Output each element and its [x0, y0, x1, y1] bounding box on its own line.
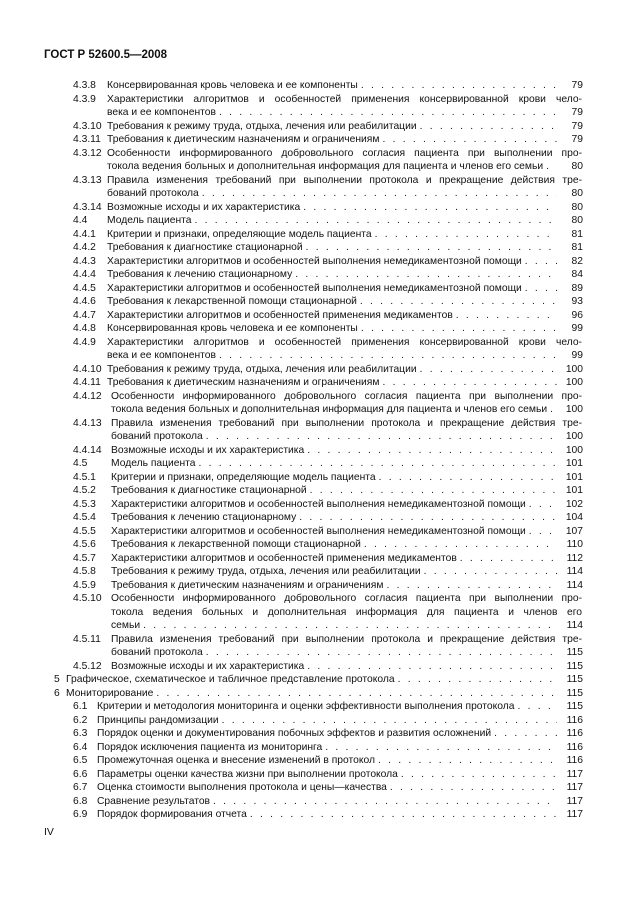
- toc-entry-title-line: Требования к лечению стационарному: [111, 512, 297, 523]
- toc-entry-title-line: Требования к диагностике стационарной: [107, 242, 303, 253]
- dot-leader: [378, 754, 557, 768]
- toc-entry-title-line: Особенности информированного добровольного согласия пациента при выполнении про-: [111, 593, 582, 604]
- toc-entry-page: 80: [571, 215, 583, 226]
- toc-entry-page: 112: [566, 552, 583, 564]
- toc-entry-title-line: Характеристики алгоритмов и особенностей выполнения немедикаментозной помощи: [107, 282, 522, 294]
- toc-entry-page: 114: [566, 579, 583, 591]
- toc-entry[interactable]: [0, 781, 630, 795]
- page-number: IV: [44, 826, 54, 838]
- toc-entry[interactable]: [0, 214, 630, 228]
- toc-entry-title-line: Требования к диетическим назначениям и ограничениям: [107, 134, 380, 145]
- toc-entry[interactable]: [0, 295, 630, 309]
- toc-entry-number: 4.3.11: [73, 134, 101, 145]
- toc-entry-title-line: Правила изменения требований при выполнении протокола и прекращение действия тре-: [111, 633, 582, 645]
- toc-entry-page: 101: [565, 471, 583, 483]
- page-header: ГОСТ Р 52600.5—2008: [44, 49, 168, 61]
- toc-entry-page: 115: [566, 660, 583, 672]
- toc-entry[interactable]: [0, 808, 630, 822]
- toc-entry-number: 4.4.14: [73, 444, 102, 456]
- toc-entry-title-line: Консервированная кровь человека и ее компоненты: [107, 323, 358, 334]
- toc-entry-title-line: века и ее компонентов: [107, 107, 216, 118]
- toc-entry[interactable]: [0, 255, 630, 269]
- toc-entry-number: 6.3: [73, 728, 88, 739]
- toc-entry[interactable]: [0, 498, 630, 512]
- toc-entry-page: 115: [566, 701, 583, 712]
- dot-leader: [456, 309, 557, 323]
- toc-entry-page: 82: [571, 255, 583, 267]
- dot-leader: [310, 484, 557, 498]
- toc-entry-title-line: Параметры оценки качества жизни при выполнении протокола: [97, 768, 398, 780]
- toc-entry-title-line: Принципы рандомизации: [97, 714, 219, 726]
- toc-entry-title-line: Промежуточная оценка и внесение изменений в протокол: [97, 755, 375, 766]
- toc-entry-page: 79: [571, 80, 583, 91]
- toc-entry-number: 6.2: [73, 714, 88, 726]
- toc-entry-title-line: Модель пациента: [107, 215, 192, 226]
- toc-entry-page: 79: [571, 107, 583, 118]
- toc-entry[interactable]: [0, 282, 630, 296]
- toc-entry-number: 6.4: [73, 741, 88, 753]
- toc-entry-number: 4.4.5: [73, 282, 96, 294]
- toc-entry-title-line: Требования к режиму труда, отдыха, лечения или реабилитации: [107, 363, 417, 375]
- toc-entry-number: 4.4.9: [73, 336, 96, 348]
- toc-entry-number: 4.5.2: [73, 485, 96, 496]
- dot-leader: [206, 430, 557, 444]
- toc-entry-number: 6.9: [73, 809, 88, 820]
- toc-entry-title-line: Критерии и методология мониторинга и оценки эффективности выполнения протокола: [97, 701, 515, 712]
- dot-leader: [390, 781, 557, 795]
- toc-entry-number: 4.4.3: [73, 255, 96, 267]
- toc-entry-page: 80: [571, 201, 583, 213]
- dot-leader: [379, 471, 557, 485]
- toc-entry-title-line: Возможные исходы и их характеристика: [107, 201, 301, 213]
- dot-leader: [382, 376, 557, 390]
- toc-entry-number: 4.5.7: [73, 552, 96, 564]
- toc-entry[interactable]: [0, 133, 630, 147]
- toc-entry-number: 6.1: [73, 701, 88, 712]
- toc-entry-page: 100: [565, 444, 583, 456]
- toc-entry-title-line: Возможные исходы и их характеристика: [111, 660, 305, 672]
- dot-leader: [195, 214, 557, 228]
- toc-entry-number: 4.5.9: [73, 579, 96, 591]
- toc-entry-page: 79: [571, 134, 583, 145]
- toc-entry-title-line: Характеристики алгоритмов и особенностей применения медикаментов: [107, 309, 453, 321]
- toc-entry-number: 4.4.2: [73, 242, 96, 253]
- toc-entry[interactable]: [0, 768, 630, 782]
- toc-entry-page: 110: [566, 539, 583, 550]
- dot-leader: [213, 795, 557, 809]
- toc-entry[interactable]: [0, 511, 630, 525]
- toc-entry-page: 89: [571, 282, 583, 294]
- toc-entry-title-line: Характеристики алгоритмов и особенностей применения консервированной крови чело-: [107, 93, 582, 105]
- toc-entry-page: 115: [566, 687, 583, 699]
- toc-entry-title-line: Порядок формирования отчета: [97, 809, 247, 820]
- toc-entry-number: 4.5.6: [73, 539, 96, 550]
- toc-entry-number: 4.3.10: [73, 120, 102, 132]
- dot-leader: [307, 660, 557, 674]
- toc-entry-number: 4.4.6: [73, 296, 96, 307]
- toc-entry-page: 99: [571, 350, 583, 361]
- toc-entry[interactable]: [0, 538, 630, 552]
- toc-entry[interactable]: [0, 714, 630, 728]
- toc-entry-page: 117: [566, 768, 583, 780]
- toc-entry[interactable]: [0, 390, 630, 417]
- toc-entry[interactable]: [0, 147, 630, 174]
- toc-entry[interactable]: [0, 79, 630, 93]
- toc-entry-page: 107: [565, 525, 583, 537]
- toc-entry-page: 81: [571, 242, 583, 253]
- toc-entry-page: 100: [565, 404, 583, 415]
- toc-entry-title-line: Порядок исключения пациента из мониторинга: [97, 741, 323, 753]
- dot-leader: [303, 201, 557, 215]
- toc-entry-title-line: семьи: [111, 620, 141, 631]
- toc-entry[interactable]: [0, 444, 630, 458]
- toc-entry-number: 6.7: [73, 782, 88, 793]
- dot-leader: [401, 768, 557, 782]
- toc-entry-page: 117: [566, 795, 583, 807]
- toc-entry-title-line: Характеристики алгоритмов и особенностей применения консервированной крови чело-: [107, 336, 582, 348]
- toc-entry-page: 114: [566, 566, 583, 577]
- toc-entry[interactable]: [0, 241, 630, 255]
- toc-entry-title-line: Требования к режиму труда, отдыха, лечения или реабилитации: [111, 566, 421, 577]
- toc-entry-number: 4.5.11: [73, 633, 101, 645]
- toc-entry-page: 116: [566, 714, 583, 726]
- toc-entry-page: 115: [566, 647, 583, 658]
- toc-entry-title-line: бований протокола: [111, 431, 203, 442]
- dot-leader: [420, 363, 557, 377]
- toc-entry-title-line: токола ведения больных и дополнительная информация для пациента и членов его семьи: [107, 161, 544, 172]
- toc-entry-number: 4.3.12: [73, 147, 102, 159]
- dot-leader: [420, 120, 557, 134]
- toc-entry-title-line: Требования к лекарственной помощи стационарной: [111, 539, 361, 550]
- toc-entry-title-line: Оценка стоимости выполнения протокола и цены—качества: [97, 782, 387, 793]
- dot-leader: [306, 241, 557, 255]
- toc-entry[interactable]: [0, 525, 630, 539]
- toc-entry[interactable]: [0, 484, 630, 498]
- toc-entry-title-line: Особенности информированного добровольного согласия пациента при выполнении про-: [111, 390, 582, 402]
- toc-entry-title-line: Модель пациента: [111, 458, 196, 469]
- toc-entry-number: 4.4.10: [73, 363, 102, 375]
- toc-entry-number: 4.4.11: [73, 377, 101, 388]
- toc-entry-title-line: токола ведения больных и дополнительная информация для пациента и членов его: [111, 606, 582, 618]
- toc-entry-number: 4.5.4: [73, 512, 96, 523]
- dot-leader: [382, 133, 557, 147]
- toc-entry-page: 96: [571, 309, 583, 321]
- toc-entry-number: 4.4.4: [73, 269, 96, 280]
- toc-entry-number: 4.5.8: [73, 566, 96, 577]
- toc-entry-number: 4.3.8: [73, 80, 96, 91]
- dot-leader: [360, 295, 557, 309]
- toc-entry[interactable]: [0, 309, 630, 323]
- toc-entry-title-line: Характеристики алгоритмов и особенностей выполнения немедикаментозной помощи: [107, 255, 522, 267]
- toc-entry-page: 101: [565, 458, 583, 469]
- dot-leader: [143, 619, 557, 633]
- toc-entry-title-line: Требования к режиму труда, отдыха, лечения или реабилитации: [107, 120, 417, 132]
- toc-entry[interactable]: [0, 727, 630, 741]
- dot-leader: [386, 579, 557, 593]
- toc-entry[interactable]: [0, 336, 630, 363]
- toc-entry[interactable]: [0, 579, 630, 593]
- dot-leader: [398, 673, 557, 687]
- toc-entry-number: 4.3.14: [73, 201, 102, 213]
- toc-entry[interactable]: [0, 322, 630, 336]
- toc-entry-title-line: Требования к лечению стационарному: [107, 269, 293, 280]
- toc-entry-title-line: Характеристики алгоритмов и особенностей применения медикаментов: [111, 552, 457, 564]
- dot-leader: [325, 741, 557, 755]
- toc-entry-title-line: Требования к диетическим назначениям и ограничениям: [107, 377, 380, 388]
- toc-entry-title-line: токола ведения больных и дополнительная информация для пациента и членов его семьи: [111, 404, 548, 415]
- toc-entry-page: 115: [566, 674, 583, 685]
- dot-leader: [206, 646, 557, 660]
- toc-entry[interactable]: [0, 471, 630, 485]
- toc-entry-number: 4.5.1: [73, 471, 96, 483]
- toc-entry[interactable]: [0, 592, 630, 633]
- table-of-contents: [0, 79, 630, 822]
- toc-entry-title-line: Графическое, схематическое и табличное представление протокола: [66, 674, 395, 685]
- toc-entry-number: 4.5: [73, 458, 88, 469]
- toc-entry-page: 84: [571, 269, 583, 280]
- toc-entry-title-line: Требования к лекарственной помощи стационарной: [107, 296, 357, 307]
- toc-entry-page: 116: [566, 755, 583, 766]
- toc-entry-number: 4.5.10: [73, 593, 102, 604]
- toc-entry-page: 116: [566, 728, 583, 739]
- toc-entry-title-line: Критерии и признаки, определяющие модель пациента: [111, 471, 376, 483]
- toc-entry-title-line: века и ее компонентов: [107, 350, 216, 361]
- toc-entry[interactable]: [0, 174, 630, 201]
- toc-entry[interactable]: [0, 201, 630, 215]
- dot-leader: [424, 565, 557, 579]
- toc-entry-title-line: Характеристики алгоритмов и особенностей выполнения немедикаментозной помощи: [111, 498, 526, 510]
- toc-entry-title-line: Сравнение результатов: [97, 795, 211, 807]
- dot-leader: [361, 79, 557, 93]
- dot-leader: [299, 511, 557, 525]
- toc-entry-title-line: бований протокола: [107, 188, 199, 199]
- dot-leader: [219, 349, 557, 363]
- toc-entry[interactable]: [0, 741, 630, 755]
- dot-leader: [307, 444, 557, 458]
- toc-entry-page: 114: [566, 620, 583, 631]
- toc-entry[interactable]: [0, 417, 630, 444]
- toc-entry-title-line: Консервированная кровь человека и ее компоненты: [107, 80, 358, 91]
- toc-entry[interactable]: [0, 120, 630, 134]
- toc-entry-number: 6: [54, 687, 60, 699]
- dot-leader: [295, 268, 557, 282]
- toc-entry[interactable]: [0, 363, 630, 377]
- toc-entry[interactable]: [0, 565, 630, 579]
- toc-entry-title-line: Требования к диетическим назначениям и ограничениям: [111, 579, 384, 591]
- dot-leader: [222, 714, 557, 728]
- toc-entry[interactable]: [0, 673, 630, 687]
- dot-leader: [375, 228, 557, 242]
- toc-entry-page: 93: [571, 296, 583, 307]
- toc-entry-title-line: Особенности информированного добровольного согласия пациента при выполнении про-: [107, 147, 582, 159]
- toc-entry-page: 117: [566, 782, 583, 793]
- dot-leader: [219, 106, 557, 120]
- dot-leader: [202, 187, 557, 201]
- toc-entry-title-line: Правила изменения требований при выполнении протокола и прекращение действия тре-: [107, 174, 582, 186]
- toc-entry-page: 81: [571, 228, 583, 240]
- toc-entry[interactable]: [0, 268, 630, 282]
- toc-entry-page: 79: [571, 120, 583, 132]
- toc-entry[interactable]: [0, 457, 630, 471]
- toc-entry-title-line: Характеристики алгоритмов и особенностей выполнения немедикаментозной помощи: [111, 525, 526, 537]
- toc-entry-title-line: Порядок оценки и документирования побочных эффектов и развития осложнений: [97, 728, 492, 739]
- toc-entry-page: 116: [566, 741, 583, 753]
- toc-entry[interactable]: [0, 376, 630, 390]
- toc-entry-page: 100: [565, 377, 583, 388]
- dot-leader: [361, 322, 557, 336]
- toc-entry[interactable]: [0, 795, 630, 809]
- toc-entry[interactable]: [0, 660, 630, 674]
- toc-entry-number: 4.3.13: [73, 174, 102, 186]
- toc-entry-page: 80: [571, 188, 583, 199]
- toc-entry[interactable]: [0, 552, 630, 566]
- toc-entry[interactable]: [0, 228, 630, 242]
- dot-leader: [199, 457, 557, 471]
- toc-entry-number: 5: [54, 674, 60, 685]
- dot-leader: [364, 538, 557, 552]
- toc-entry-number: 4.4.8: [73, 323, 96, 334]
- toc-entry-title-line: Критерии и признаки, определяющие модель пациента: [107, 228, 372, 240]
- toc-entry[interactable]: [0, 93, 630, 120]
- toc-entry-number: 4.5.5: [73, 525, 96, 537]
- toc-entry-page: 100: [565, 363, 583, 375]
- toc-entry-title-line: бований протокола: [111, 647, 203, 658]
- dot-leader: [250, 808, 557, 822]
- toc-entry-page: 99: [571, 323, 583, 334]
- toc-entry-page: 100: [565, 431, 583, 442]
- toc-entry-number: 4.4.13: [73, 417, 102, 429]
- toc-entry-number: 4.4: [73, 215, 88, 226]
- toc-entry-number: 4.5.3: [73, 498, 96, 510]
- toc-entry-number: 4.4.12: [73, 390, 102, 402]
- toc-entry-number: 6.8: [73, 795, 88, 807]
- toc-entry-number: 4.4.7: [73, 309, 96, 321]
- toc-entry-page: 104: [565, 512, 583, 523]
- toc-entry[interactable]: [0, 687, 630, 701]
- toc-entry-number: 6.6: [73, 768, 88, 780]
- toc-entry-number: 4.3.9: [73, 93, 96, 105]
- toc-entry[interactable]: [0, 700, 630, 714]
- toc-entry-title-line: Возможные исходы и их характеристика: [111, 444, 305, 456]
- toc-entry-number: 4.4.1: [73, 228, 96, 240]
- toc-entry-number: 4.5.12: [73, 660, 102, 672]
- toc-entry-title-line: Мониторирование: [66, 687, 154, 699]
- toc-entry[interactable]: [0, 754, 630, 768]
- toc-entry-page: 80: [571, 161, 583, 172]
- toc-entry-number: 6.5: [73, 755, 88, 766]
- toc-entry[interactable]: [0, 633, 630, 660]
- dot-leader: [156, 687, 557, 701]
- toc-entry-title-line: Правила изменения требований при выполнении протокола и прекращение действия тре-: [111, 417, 582, 429]
- toc-entry-title-line: Требования к диагностике стационарной: [111, 485, 307, 496]
- toc-entry-page: 102: [565, 498, 583, 510]
- toc-entry-page: 117: [566, 809, 583, 820]
- toc-entry-page: 101: [565, 485, 583, 496]
